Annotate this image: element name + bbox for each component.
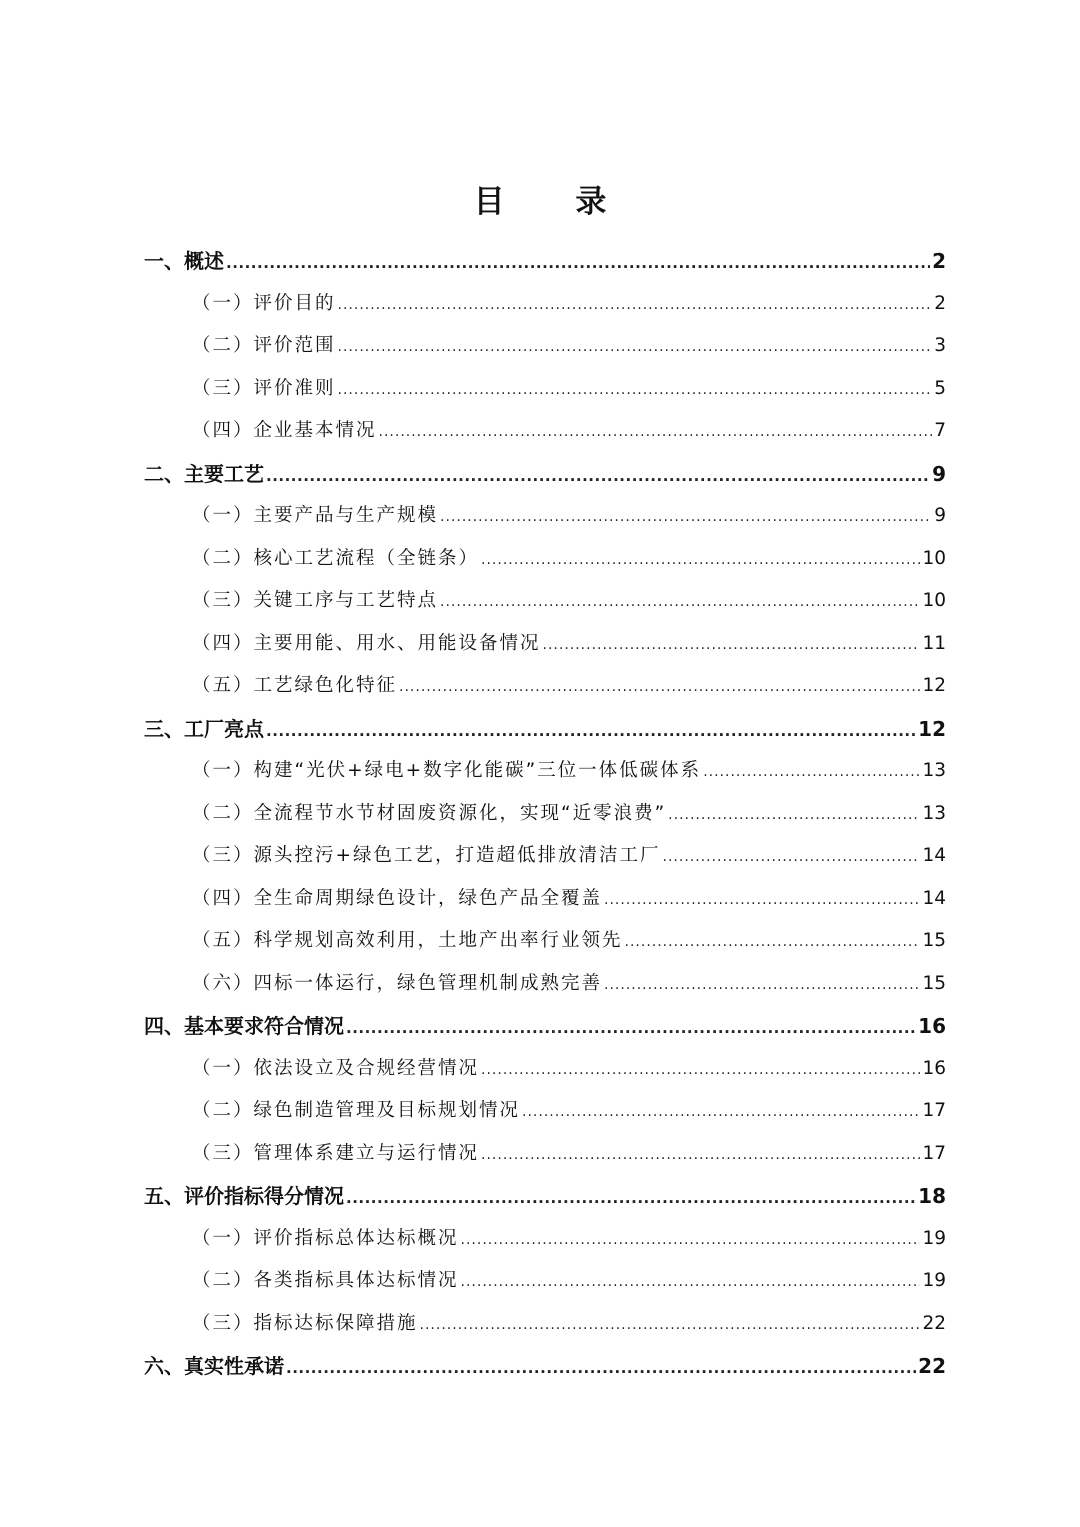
dot-leader — [461, 1219, 921, 1262]
toc-entry-label: （三）指标达标保障措施 — [192, 1312, 418, 1334]
dot-leader — [266, 710, 916, 753]
toc-entry-label: 五、评价指标得分情况 — [144, 1184, 344, 1208]
toc-entry-label: （一）评价目的 — [192, 292, 336, 314]
toc-subsection-entry[interactable] — [144, 580, 946, 623]
toc-entry-page-number: 19 — [922, 1270, 946, 1291]
dot-leader — [522, 1091, 920, 1134]
toc-entry-label: （二）各类指标具体达标情况 — [192, 1270, 459, 1291]
dot-leader — [440, 496, 932, 539]
dot-leader — [338, 369, 933, 412]
toc-subsection-entry[interactable] — [144, 410, 946, 453]
toc-subsection-entry[interactable] — [144, 495, 946, 538]
toc-entry-label: （二）评价范围 — [192, 335, 336, 356]
toc-entry-label: 四、基本要求符合情况 — [144, 1014, 344, 1038]
toc-subsection-entry[interactable] — [144, 963, 946, 1006]
dot-leader — [481, 1134, 920, 1177]
table-of-contents — [144, 240, 946, 1388]
toc-entry-page-number: 15 — [922, 972, 946, 994]
toc-entry-page-number: 12 — [918, 716, 946, 741]
toc-entry-page-number: 16 — [922, 1057, 946, 1079]
toc-entry-page-number: 9 — [932, 461, 946, 486]
dot-leader — [399, 666, 920, 709]
toc-section-entry[interactable] — [144, 240, 946, 283]
toc-subsection-entry[interactable] — [144, 793, 946, 836]
toc-entry-page-number: 22 — [918, 1354, 946, 1378]
dot-leader — [346, 1007, 916, 1050]
toc-entry-page-number: 12 — [922, 675, 946, 696]
toc-section-entry[interactable] — [144, 1345, 946, 1388]
toc-entry-label: （二）全流程节水节材固废资源化，实现“近零浪费” — [192, 802, 667, 824]
toc-subsection-entry[interactable] — [144, 283, 946, 326]
toc-entry-page-number: 9 — [934, 505, 946, 526]
dot-leader — [440, 581, 920, 624]
toc-entry-page-number: 5 — [934, 377, 946, 399]
toc-entry-label: （二）绿色制造管理及目标规划情况 — [192, 1100, 521, 1121]
toc-subsection-entry[interactable] — [144, 325, 946, 368]
dot-leader — [226, 242, 930, 285]
dot-leader — [461, 1261, 921, 1304]
toc-entry-label: （三）源头控污+绿色工艺，打造超低排放清洁工厂 — [192, 845, 661, 866]
toc-subsection-entry[interactable] — [144, 623, 946, 666]
toc-subsection-entry[interactable] — [144, 878, 946, 921]
toc-entry-label: （一）主要产品与生产规模 — [192, 505, 439, 526]
toc-entry-label: 六、真实性承诺 — [144, 1354, 284, 1378]
toc-entry-label: （二）核心工艺流程（全链条） — [192, 547, 480, 569]
toc-subsection-entry[interactable] — [144, 665, 946, 708]
toc-entry-page-number: 18 — [918, 1184, 946, 1208]
dot-leader — [703, 751, 920, 794]
toc-subsection-entry[interactable] — [144, 368, 946, 411]
toc-subsection-entry[interactable] — [144, 920, 946, 963]
toc-entry-page-number: 22 — [922, 1312, 946, 1334]
toc-subsection-entry[interactable] — [144, 1218, 946, 1261]
toc-entry-page-number: 10 — [922, 547, 946, 569]
dot-leader — [338, 284, 933, 327]
toc-entry-label: （三）评价准则 — [192, 377, 336, 399]
dot-leader — [604, 964, 920, 1007]
toc-entry-page-number: 13 — [922, 802, 946, 824]
dot-leader — [481, 1049, 920, 1092]
toc-section-entry[interactable] — [144, 1005, 946, 1048]
toc-entry-label: （五）科学规划高效利用，土地产出率行业领先 — [192, 930, 623, 951]
toc-entry-page-number: 14 — [922, 845, 946, 866]
toc-entry-label: （四）全生命周期绿色设计，绿色产品全覆盖 — [192, 887, 603, 909]
toc-entry-label: 三、工厂亮点 — [144, 716, 264, 741]
toc-entry-page-number: 2 — [934, 292, 946, 314]
toc-entry-page-number: 17 — [922, 1142, 946, 1164]
page-title: 目 录 — [473, 184, 637, 220]
dot-leader — [604, 879, 920, 922]
toc-entry-label: 二、主要工艺 — [144, 461, 264, 486]
toc-entry-page-number: 10 — [922, 590, 946, 611]
toc-entry-label: （一）构建“光伏+绿电+数字化能碳”三位一体低碳体系 — [192, 760, 702, 781]
toc-section-entry[interactable] — [144, 453, 946, 496]
toc-entry-page-number: 14 — [922, 887, 946, 909]
toc-entry-label: （四）企业基本情况 — [192, 420, 377, 441]
dot-leader — [663, 836, 921, 879]
toc-subsection-entry[interactable] — [144, 835, 946, 878]
toc-subsection-entry[interactable] — [144, 1303, 946, 1346]
dot-leader — [481, 539, 920, 582]
toc-subsection-entry[interactable] — [144, 538, 946, 581]
toc-entry-label: （一）依法设立及合规经营情况 — [192, 1057, 480, 1079]
toc-entry-page-number: 2 — [932, 249, 946, 273]
toc-entry-page-number: 16 — [918, 1014, 946, 1038]
toc-entry-label: （五）工艺绿色化特征 — [192, 675, 398, 696]
toc-entry-label: （一）评价指标总体达标概况 — [192, 1227, 459, 1249]
dot-leader — [266, 455, 930, 498]
dot-leader — [346, 1177, 916, 1220]
toc-entry-label: （三）关键工序与工艺特点 — [192, 590, 439, 611]
toc-entry-page-number: 19 — [922, 1227, 946, 1249]
toc-entry-label: （六）四标一体运行，绿色管理机制成熟完善 — [192, 972, 603, 994]
toc-entry-page-number: 17 — [922, 1100, 946, 1121]
toc-subsection-entry[interactable] — [144, 1260, 946, 1303]
toc-section-entry[interactable] — [144, 708, 946, 751]
toc-entry-page-number: 11 — [922, 632, 946, 654]
toc-subsection-entry[interactable] — [144, 750, 946, 793]
dot-leader — [286, 1347, 916, 1390]
toc-entry-label: （三）管理体系建立与运行情况 — [192, 1142, 480, 1164]
toc-subsection-entry[interactable] — [144, 1090, 946, 1133]
toc-entry-page-number: 7 — [934, 420, 946, 441]
toc-entry-label: 一、概述 — [144, 249, 224, 273]
toc-entry-label: （四）主要用能、用水、用能设备情况 — [192, 632, 541, 654]
toc-entry-page-number: 3 — [934, 335, 946, 356]
toc-entry-page-number: 15 — [922, 930, 946, 951]
toc-entry-page-number: 13 — [922, 760, 946, 781]
toc-subsection-entry[interactable] — [144, 1133, 946, 1176]
dot-leader — [668, 794, 920, 837]
dot-leader — [625, 921, 921, 964]
toc-subsection-entry[interactable] — [144, 1048, 946, 1091]
toc-section-entry[interactable] — [144, 1175, 946, 1218]
dot-leader — [543, 624, 921, 667]
dot-leader — [338, 326, 933, 369]
dot-leader — [420, 1304, 921, 1347]
dot-leader — [379, 411, 933, 454]
